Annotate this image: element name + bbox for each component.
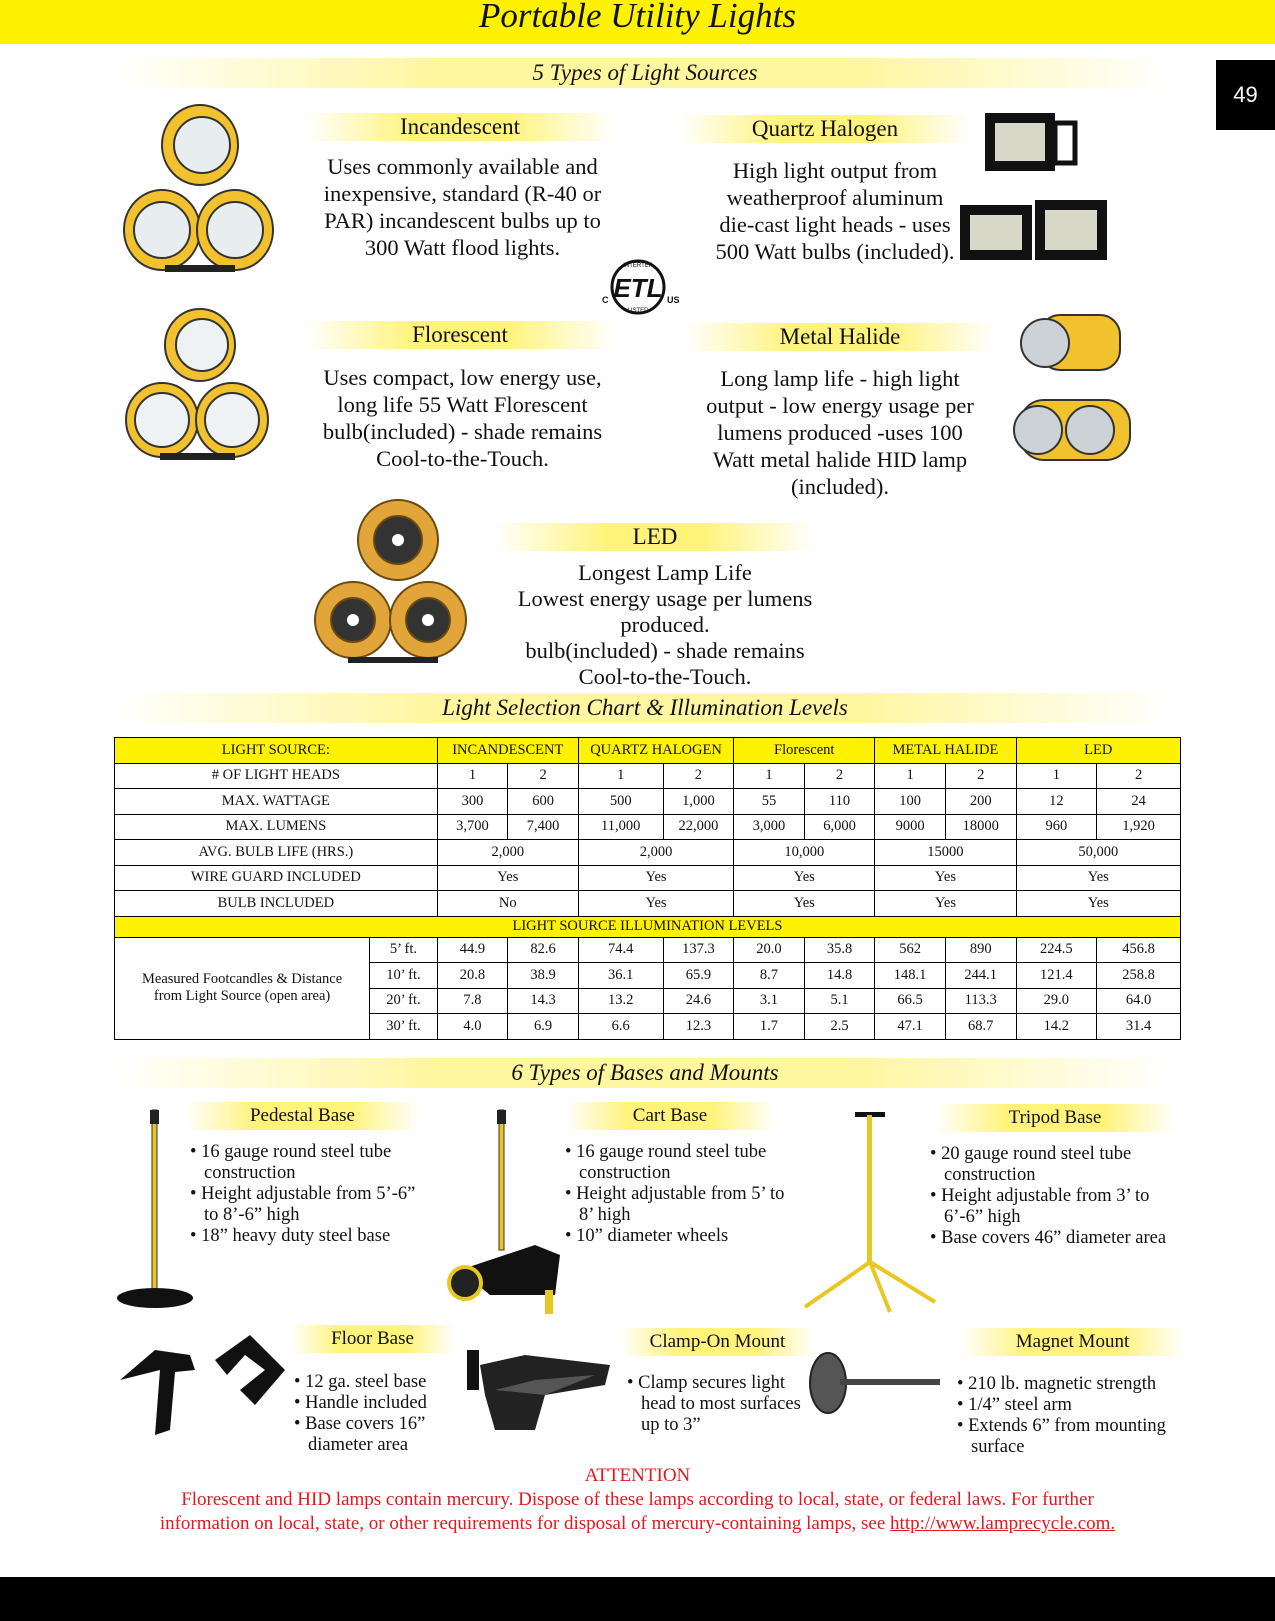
pedestal-base-features [188,1142,428,1247]
etl-left-text: C [602,295,609,305]
cart-base-icon [445,1105,575,1320]
tripod-base-heading: Tripod Base [935,1104,1175,1132]
cart-base-features [563,1142,785,1247]
list-item: • Clamp secures light head to most surfaces up to 3” [625,1373,805,1436]
list-item: • 210 lb. magnetic strength [955,1374,1190,1395]
table-header-cell: QUARTZ HALOGEN [578,738,733,764]
incandescent-description: Uses commonly available and inexpensive, standard (R-40 or PAR) incandescent bulbs up to 300 Watt flood lights. [323,154,602,260]
list-item: • 18” heavy duty steel base [188,1226,428,1247]
list-item: • Height adjustable from 5’ to 8’ high [563,1184,785,1226]
table-row: AVG. BULB LIFE (HRS.) 2,000 2,000 10,000 15000 50,000 [115,840,1181,866]
led-heading: LED [495,523,815,551]
tripod-base-features [928,1144,1183,1249]
list-item: • Base covers 16” diameter area [292,1414,462,1456]
etl-listed-mark [600,255,690,320]
clamp-mount-icon [465,1340,615,1440]
table-header-cell: INCANDESCENT [437,738,578,764]
florescent-description: Uses compact, low energy use, long life 55 Watt Florescent bulb(included) - shade remains Cool-to-the-Touch. [322,365,603,471]
table-row: 30’ ft. 4.0 6.9 6.6 12.3 1.7 2.5 47.1 68.7 14.2 31.4 [115,1014,1181,1040]
page-number-tab: 49 [1216,60,1275,130]
magnet-mount-icon [808,1345,943,1420]
page-title: Portable Utility Lights [0,0,1275,44]
chart-section-title: Light Selection Chart & Illumination Levels [115,693,1175,723]
sources-section-title: 5 Types of Light Sources [115,58,1175,88]
florescent-heading: Florescent [305,321,615,349]
clamp-on-mount-heading: Clamp-On Mount [620,1328,815,1356]
illumination-label: Measured Footcandles & Distance from Light Source (open area) [115,937,370,1039]
cart-base-heading: Cart Base [565,1102,775,1130]
list-item: • Height adjustable from 5’-6” to 8’-6” high [188,1184,428,1226]
attention-title: ATTENTION [584,1465,691,1486]
table-header-cell: LED [1016,738,1181,764]
table-header-cell: Florescent [734,738,875,764]
illumination-title-row: LIGHT SOURCE ILLUMINATION LEVELS [115,916,1181,937]
led-lamp-icon [308,495,478,675]
lamprecycle-link[interactable]: http://www.lamprecycle.com. [890,1513,1116,1534]
quartz-halogen-heading: Quartz Halogen [680,115,970,143]
list-item: • Extends 6” from mounting surface [955,1416,1190,1458]
florescent-lamp-icon [110,305,280,470]
metal-halide-lamp-icon [1010,305,1135,480]
light-selection-table [114,737,1181,1040]
incandescent-lamp-icon [110,100,290,285]
table-header-cell: LIGHT SOURCE: [115,738,438,764]
list-item: • 20 gauge round steel tube construction [928,1144,1183,1186]
etl-top-text: INTERTEK [623,263,653,269]
list-item: • Height adjustable from 3’ to 6’-6” high [928,1186,1183,1228]
list-item: • Handle included [292,1393,462,1414]
floor-base-icon [115,1330,290,1445]
bases-section-title: 6 Types of Bases and Mounts [115,1058,1175,1088]
clamp-on-mount-features [625,1373,805,1436]
list-item: • 16 gauge round steel tube construction [563,1142,785,1184]
table-row: MAX. LUMENS 3,700 7,400 11,000 22,000 3,000 6,000 9000 18000 960 1,920 [115,814,1181,840]
table-header-row [115,738,1181,764]
list-item: • 12 ga. steel base [292,1372,462,1393]
pedestal-base-heading: Pedestal Base [185,1102,420,1130]
list-item: • 10” diameter wheels [563,1226,785,1247]
table-row: # OF LIGHT HEADS 1 2 1 2 1 2 1 2 1 2 [115,763,1181,789]
footer-bar [0,1577,1275,1621]
metal-halide-description: Long lamp life - high light output - low energy usage per lumens produced -uses 100 Watt metal halide HID lamp (included). [706,366,974,499]
magnet-mount-features [955,1374,1190,1458]
table-row: Measured Footcandles & Distance from Light Source (open area) 5’ ft. 44.9 82.6 74.4 137.3 20.0 35.8 562 890 224.5 456.8 [115,937,1181,963]
tripod-base-icon [800,1112,940,1317]
pedestal-base-icon [115,1105,195,1315]
metal-halide-heading: Metal Halide [685,323,995,351]
magnet-mount-heading: Magnet Mount [960,1328,1185,1356]
table-row: WIRE GUARD INCLUDED Yes Yes Yes Yes Yes [115,865,1181,891]
table-row: BULB INCLUDED No Yes Yes Yes Yes [115,891,1181,917]
led-description: Longest Lamp Life Lowest energy usage per lumens produced. bulb(included) - shade remains Cool-to-the-Touch. [517,560,813,689]
table-row: 10’ ft. 20.8 38.9 36.1 65.9 8.7 14.8 148.1 244.1 121.4 258.8 [115,963,1181,989]
etl-main-text: ETL [613,273,663,303]
table-header-cell: METAL HALIDE [875,738,1016,764]
list-item: • 16 gauge round steel tube construction [188,1142,428,1184]
etl-right-text: US [667,295,680,305]
table-row: 20’ ft. 7.8 14.3 13.2 24.6 3.1 5.1 66.5 113.3 29.0 64.0 [115,988,1181,1014]
attention-line-1: Florescent and HID lamps contain mercury. Dispose of these lamps according to local, state, or federal laws. For further [181,1489,1094,1510]
quartz-halogen-description: High light output from weatherproof aluminum die-cast light heads - uses 500 Watt bulbs (included). [715,158,955,264]
list-item: • Base covers 46” diameter area [928,1228,1183,1249]
floor-base-heading: Floor Base [290,1325,455,1353]
incandescent-heading: Incandescent [305,113,615,141]
attention-line-2: information on local, state, or other requirements for disposal of mercury-containing lamps, see http://www.lamprecycle.com. [159,1513,1116,1534]
etl-bottom-text: LISTED [627,308,649,314]
floor-base-features [292,1372,462,1456]
list-item: • 1/4” steel arm [955,1395,1190,1416]
table-row: MAX. WATTAGE 300 600 500 1,000 55 110 100 200 12 24 [115,789,1181,815]
